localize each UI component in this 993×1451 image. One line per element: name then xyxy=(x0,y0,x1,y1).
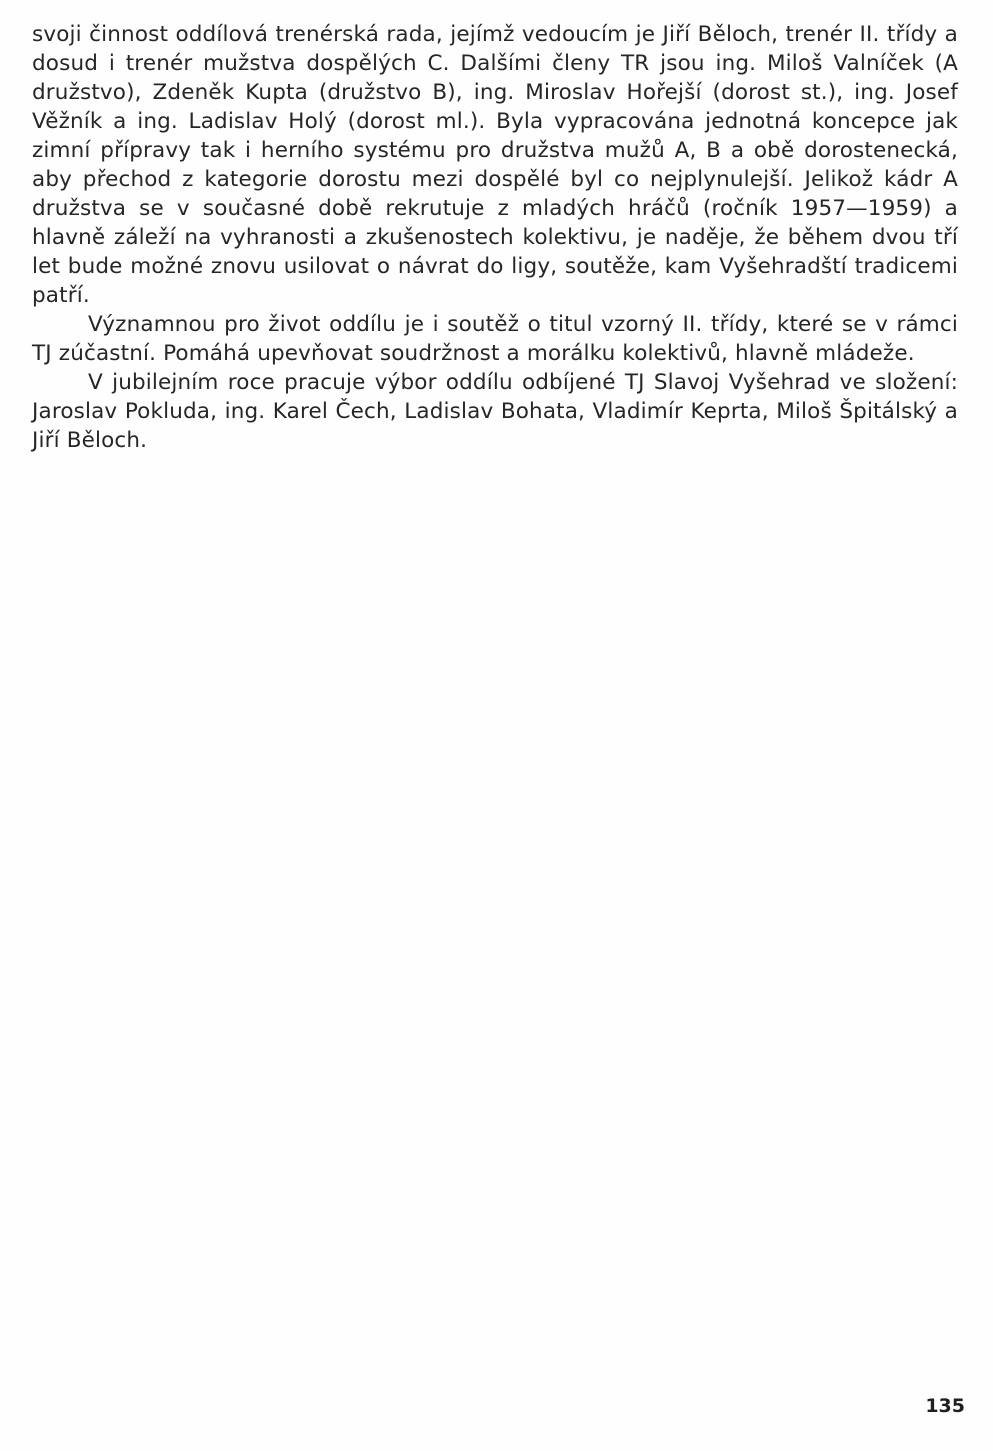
paragraph-committee: V jubilejním roce pracuje výbor oddílu odbíjené TJ Slavoj Vyšehrad ve složení: Jaroslav Pokluda, ing. Karel Čech, Ladislav Bohata, Vladimír Keprta, Miloš Špitálský a Jiří Běloch. xyxy=(32,370,958,453)
paragraph-competition: Významnou pro život oddílu je i soutěž o titul vzorný II. třídy, které se v rámci TJ zúčastní. Pomáhá upevňovat soudržnost a morálku kolektivů, hlavně mládeže. xyxy=(32,312,958,366)
body-text xyxy=(32,20,958,455)
paragraph-continuation: svoji činnost oddílová trenérská rada, jejímž vedoucím je Jiří Běloch, trenér II. třídy a dosud i trenér mužstva dospělých C. Dalšími členy TR jsou ing. Miloš Valníček (A družstvo), Zdeněk Kupta (družstvo B), ing. Miroslav Hořejší (dorost st.), ing. Josef Věžník a ing. Ladislav Holý (dorost ml.). Byla vypracována jednotná koncepce jak zimní přípravy tak i herního systému pro družstva mužů A, B a obě dorostenecká, aby přechod z kategorie dorostu mezi dospělé byl co nejplynulejší. Jelikož kádr A družstva se v současné době rekrutuje z mladých hráčů (ročník 1957—1959) a hlavně záleží na vyhranosti a zkušenostech kolektivu, je naděje, že během dvou tří let bude možné znovu usilovat o návrat do ligy, soutěže, kam Vyšehradští tradicemi patří. xyxy=(32,22,958,308)
page-number: 135 xyxy=(925,1395,965,1417)
